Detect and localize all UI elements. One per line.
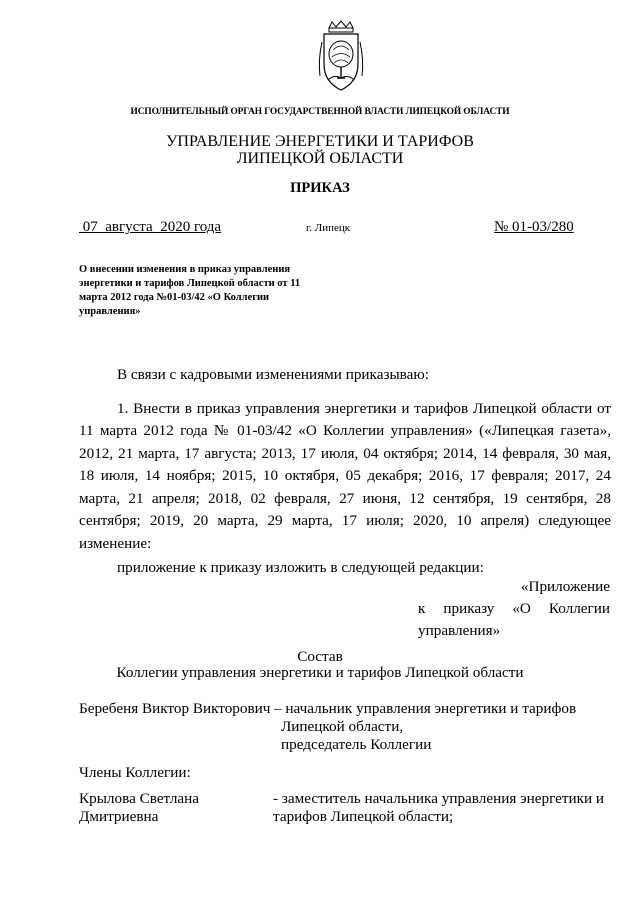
member-name-line2: Дмитриевна: [79, 808, 159, 825]
item1-line: сентября; 2019, 20 марта, 29 марта, 17 июля; 2020, 10 апреля) следующее: [79, 512, 611, 529]
members-label: Члены Коллегии:: [79, 764, 191, 781]
document-date: 07 августа 2020 года: [79, 219, 222, 235]
composition-title: Состав: [297, 648, 343, 665]
coat-of-arms-icon: [316, 20, 366, 96]
document-number: № 01-03/280: [494, 219, 574, 235]
item1-line: 11 марта 2012 года № 01-03/42 «О Коллегии управления» («Липецкая газета»,: [79, 422, 611, 439]
member-role-line2: тарифов Липецкой области;: [273, 808, 454, 825]
department-name-line1: УПРАВЛЕНИЕ ЭНЕРГЕТИКИ И ТАРИФОВ: [166, 133, 474, 150]
document-city: г. Липецк: [306, 222, 351, 234]
coat-of-arms-emblem: [316, 20, 366, 96]
document-subject: О внесении изменения в приказ управления энергетики и тарифов Липецкой области от 11 марта 2012 года №01-03/42 «О Коллегии управления»: [79, 264, 301, 317]
member-role-line1: - заместитель начальника управления энергетики и: [273, 790, 605, 807]
item1-line: 1. Внести в приказ управления энергетики и тарифов Липецкой области от: [117, 400, 611, 417]
department-name-line2: ЛИПЕЦКОЙ ОБЛАСТИ: [236, 150, 404, 167]
appendix-label-line2: к приказу «О Коллегии: [418, 600, 610, 617]
org-name: ИСПОЛНИТЕЛЬНЫЙ ОРГАН ГОСУДАРСТВЕННОЙ ВЛАСТИ ЛИПЕЦКОЙ ОБЛАСТИ: [130, 107, 510, 117]
intro-paragraph: В связи с кадровыми изменениями приказываю:: [117, 366, 429, 383]
chair-name: Беребеня Виктор Викторович: [79, 700, 271, 717]
item1-line-last: изменение:: [79, 535, 152, 552]
appendix-label-line3: управления»: [418, 622, 501, 639]
member-name-line1: Крылова Светлана: [79, 790, 200, 807]
item1-line: марта, 21 апреля; 2018, 02 февраля, 27 июня, 12 сентября, 19 сентября, 28: [79, 490, 611, 507]
annex-intro: приложение к приказу изложить в следующей редакции:: [117, 559, 484, 576]
appendix-label-line1: «Приложение: [520, 578, 610, 595]
item1-line: 18 июля, 14 ноября; 2015, 10 октября, 05 декабря; 2016, 17 февраля; 2017, 24: [79, 467, 611, 484]
composition-subtitle: Коллегии управления энергетики и тарифов Липецкой области: [116, 664, 524, 681]
chair-role-line2: Липецкой области,: [281, 718, 404, 735]
item1-line: 2012, 21 марта, 17 августа; 2013, 17 июля, 04 октября; 2014, 14 февраля, 30 мая,: [79, 445, 611, 462]
chair-role-line1: – начальник управления энергетики и тарифов: [274, 700, 577, 717]
chair-role-line3: председатель Коллегии: [281, 736, 432, 753]
document-type: ПРИКАЗ: [290, 180, 350, 196]
